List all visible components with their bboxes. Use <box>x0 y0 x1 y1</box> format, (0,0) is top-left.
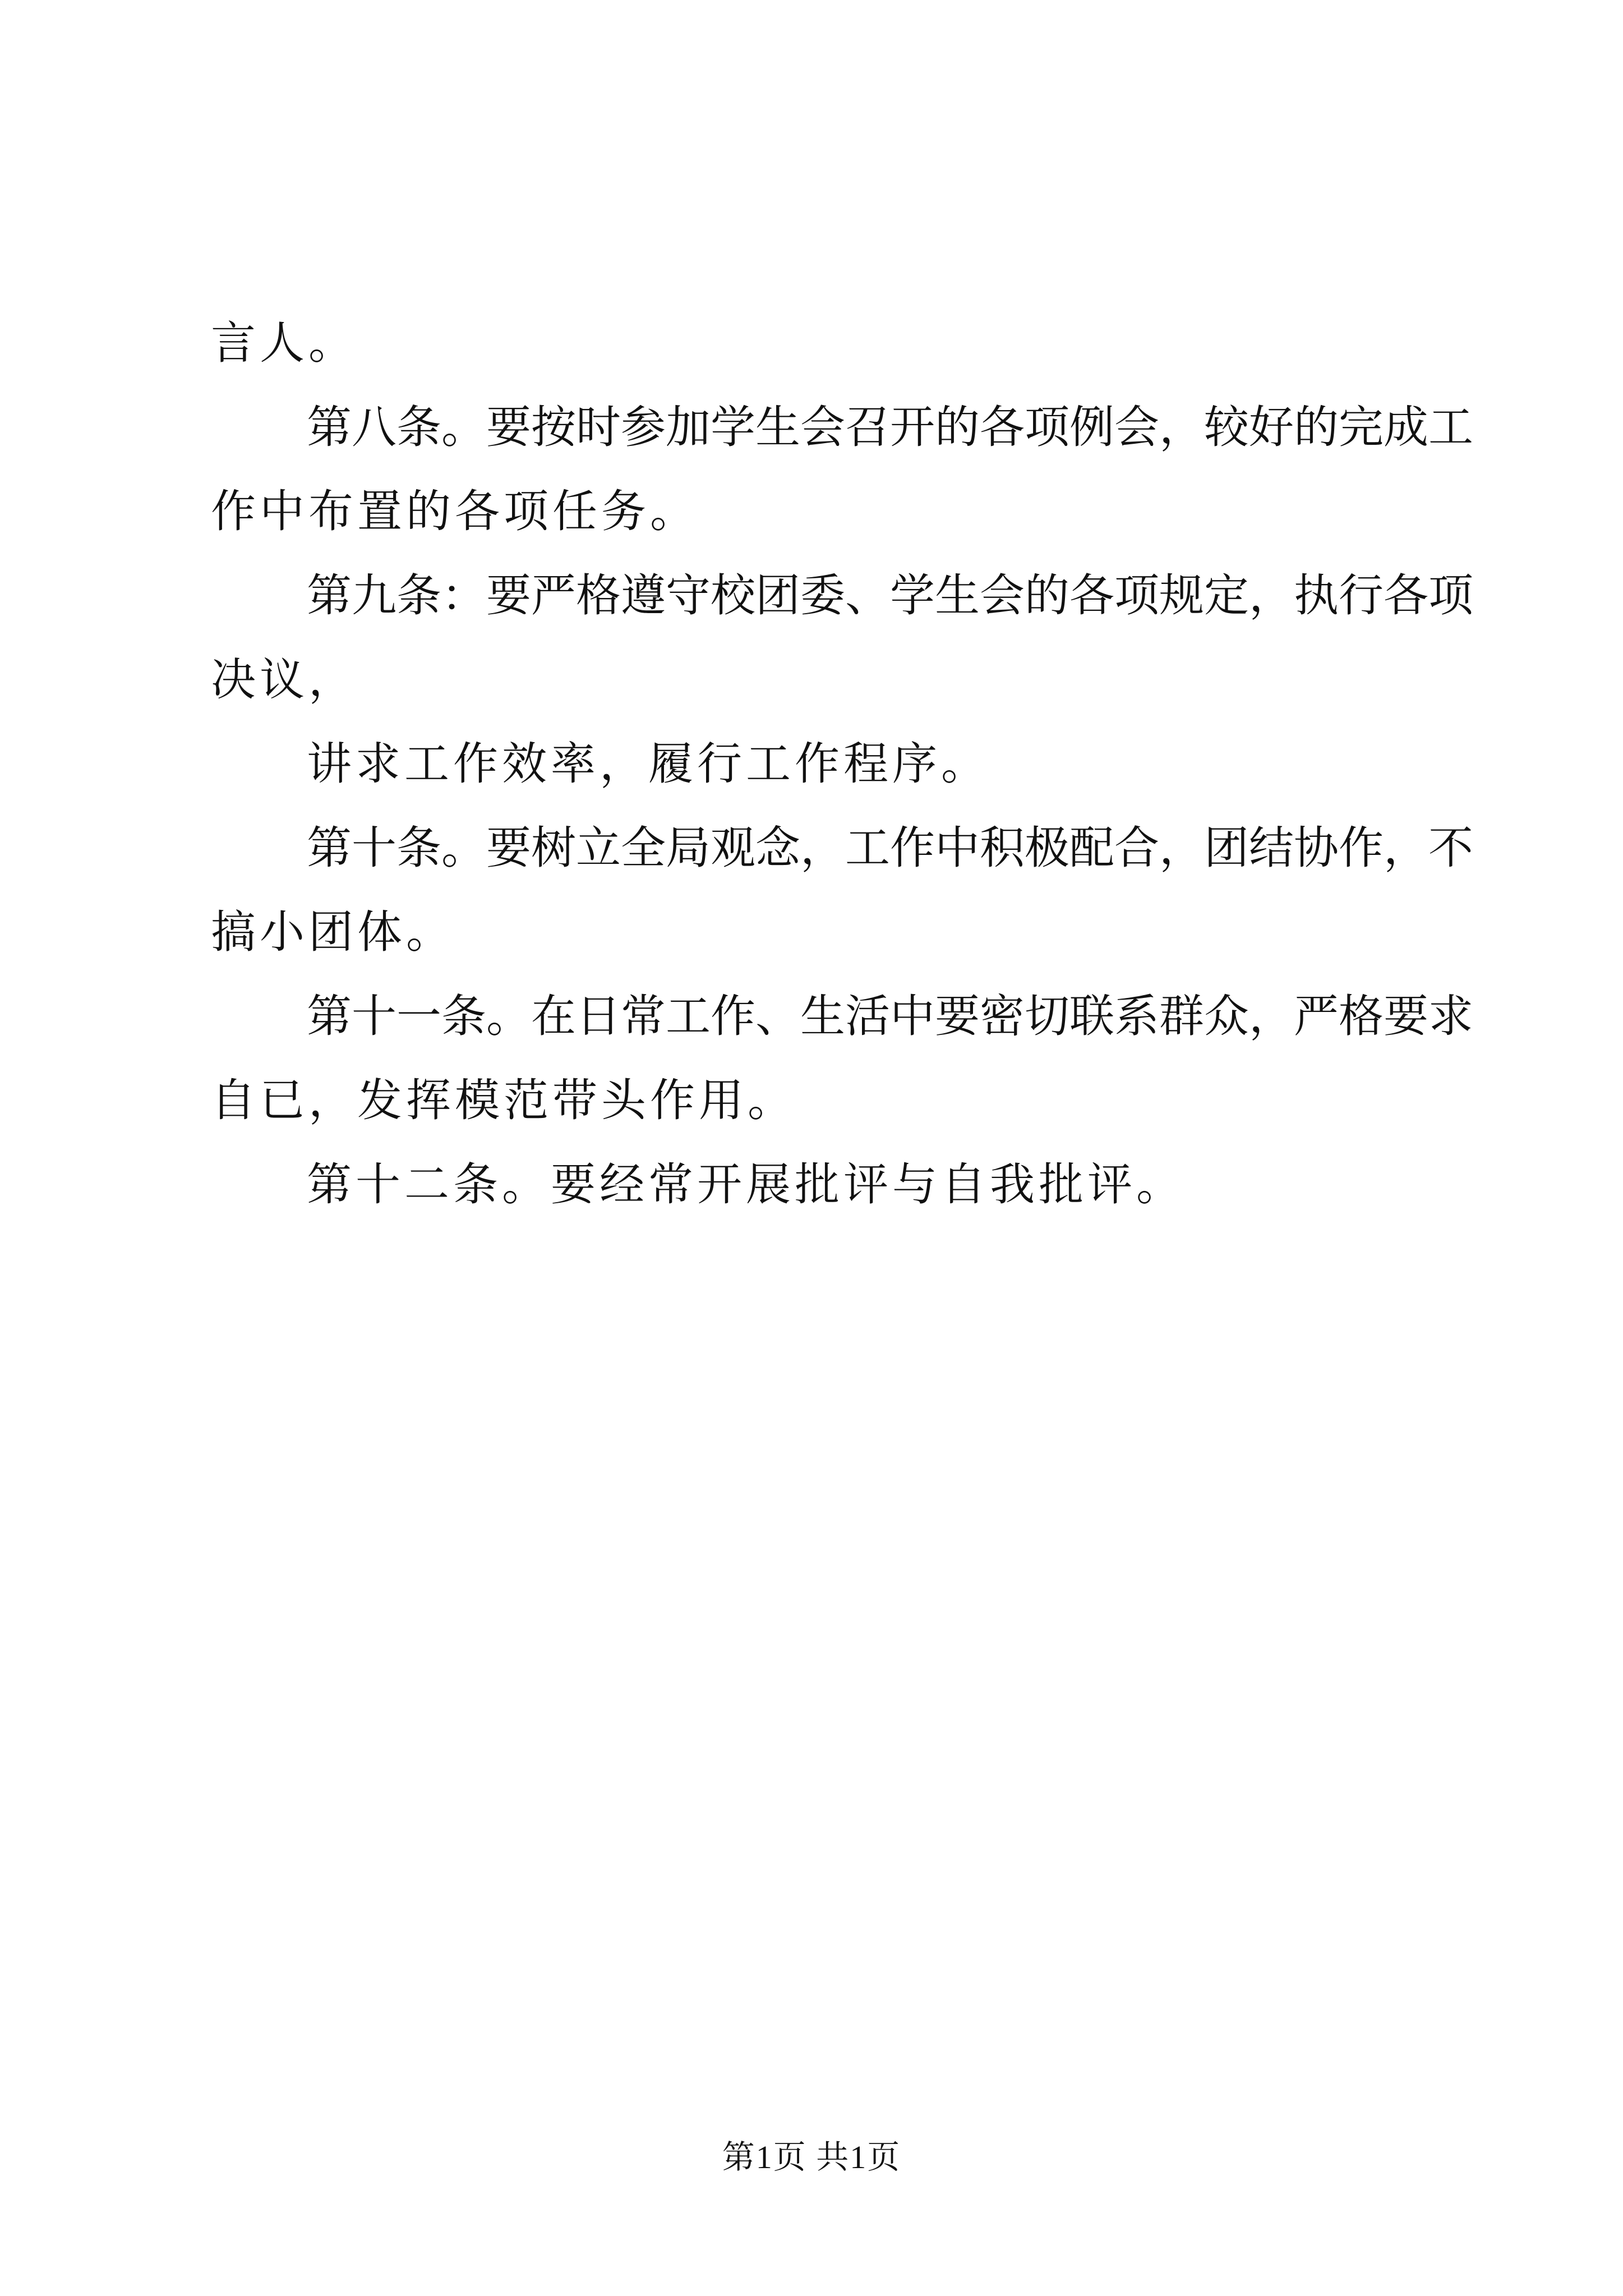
article-9-line-2: 决议， <box>211 654 357 706</box>
article-11-line-1: 第十一条。在日常工作、生活中要密切联系群众，严格要求 <box>307 990 1473 1042</box>
article-9-line-3: 讲求工作效率，履行工作程序。 <box>307 738 990 790</box>
page-number-footer: 第1页 共1页 <box>722 2139 901 2175</box>
article-11-line-2: 自已，发挥模范带头作用。 <box>211 1074 796 1126</box>
article-9-line-1: 第九条：要严格遵守校团委、学生会的各项规定，执行各项 <box>307 569 1473 622</box>
article-12-line-1: 第十二条。要经常开展批评与自我批评。 <box>307 1158 1185 1211</box>
article-8-line-2: 作中布置的各项任务。 <box>211 485 699 537</box>
article-10-line-2: 搞小团体。 <box>211 906 455 958</box>
body-line: 言人。 <box>211 317 357 369</box>
article-8-line-1: 第八条。要按时参加学生会召开的各项例会，较好的完成工 <box>307 401 1473 453</box>
article-10-line-1: 第十条。要树立全局观念，工作中积极配合，团结协作，不 <box>307 822 1473 874</box>
